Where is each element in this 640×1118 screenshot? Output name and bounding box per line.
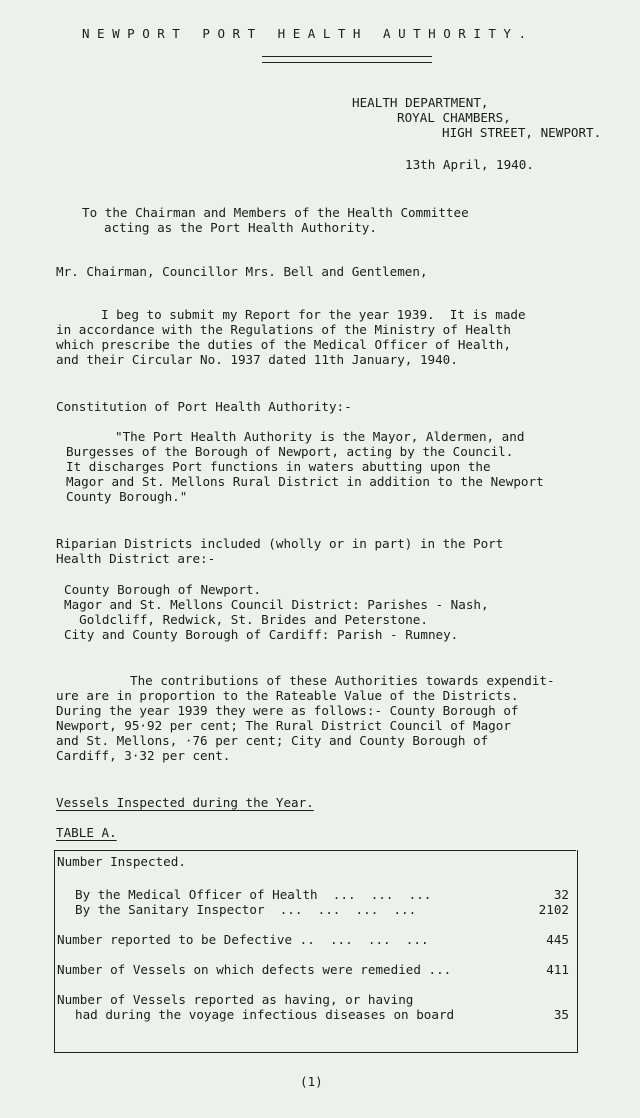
contributions-line: Newport, 95·92 per cent; The Rural District Council of Magor (56, 718, 511, 733)
contributions-line: During the year 1939 they were as follows:- County Borough of (56, 703, 519, 718)
address-line-1: HEALTH DEPARTMENT, (352, 95, 489, 110)
title-rule-2 (262, 62, 432, 63)
table-cell-value: 411 (546, 962, 569, 977)
quote-line: "The Port Health Authority is the Mayor, Aldermen, and (115, 429, 525, 444)
table-row (55, 902, 577, 917)
contributions-line: Cardiff, 3·32 per cent. (56, 748, 231, 763)
contributions-line: ure are in proportion to the Rateable Value of the Districts. (56, 688, 519, 703)
intro-line: and their Circular No. 1937 dated 11th January, 1940. (56, 352, 458, 367)
intro-line: in accordance with the Regulations of the Ministry of Health (56, 322, 511, 337)
table-row (55, 887, 577, 902)
table-row (55, 992, 577, 1007)
addressee-line-1: To the Chairman and Members of the Health Committee (82, 205, 469, 220)
letter-date: 13th April, 1940. (405, 157, 534, 172)
quote-line: It discharges Port functions in waters abutting upon the (66, 459, 491, 474)
table-cell-label: By the Medical Officer of Health ... ... ... (75, 887, 432, 902)
document-title: N E W P O R T P O R T H E A L T H A U T H O R I T Y . (82, 26, 527, 41)
salutation: Mr. Chairman, Councillor Mrs. Bell and Gentlemen, (56, 264, 428, 279)
table-cell-label: Number of Vessels on which defects were remedied ... (57, 962, 452, 977)
riparian-heading-1: Riparian Districts included (wholly or in part) in the Port (56, 536, 504, 551)
contributions-line: The contributions of these Authorities towards expendit- (130, 673, 555, 688)
quote-line: County Borough." (66, 489, 188, 504)
list-item: Goldcliff, Redwick, St. Brides and Peterstone. (64, 612, 428, 627)
title-rule-1 (262, 56, 432, 57)
table-cell-label: Number reported to be Defective .. ... ... ... (57, 932, 429, 947)
table-row (55, 962, 577, 977)
table-cell-value: 2102 (538, 902, 569, 917)
table-cell-label: had during the voyage infectious diseases on board (75, 1007, 455, 1022)
page-number: (1) (300, 1074, 323, 1089)
table-row (55, 1007, 577, 1022)
quote-line: Magor and St. Mellons Rural District in addition to the Newport (66, 474, 544, 489)
table-label: TABLE A. (56, 825, 117, 840)
table-cell-value: 445 (546, 932, 569, 947)
constitution-heading: Constitution of Port Health Authority:- (56, 399, 352, 414)
table-row (55, 932, 577, 947)
address-line-3: HIGH STREET, NEWPORT. (442, 125, 602, 140)
table-cell-value: 32 (553, 887, 569, 902)
address-line-2: ROYAL CHAMBERS, (397, 110, 511, 125)
table-row (55, 854, 577, 869)
addressee-line-2: acting as the Port Health Authority. (104, 220, 377, 235)
list-item: City and County Borough of Cardiff: Parish - Rumney. (64, 627, 459, 642)
vessels-heading: Vessels Inspected during the Year. (56, 795, 314, 810)
list-item: County Borough of Newport. (64, 582, 262, 597)
table-cell-label: Number of Vessels reported as having, or having (57, 992, 414, 1007)
intro-line: I beg to submit my Report for the year 1939. It is made (101, 307, 526, 322)
table-cell-label: Number Inspected. (57, 854, 186, 869)
table-cell-value: 35 (553, 1007, 569, 1022)
riparian-heading-2: Health District are:- (56, 551, 216, 566)
table-cell-label: By the Sanitary Inspector ... ... ... ... (75, 902, 417, 917)
list-item: Magor and St. Mellons Council District: Parishes - Nash, (64, 597, 489, 612)
intro-line: which prescribe the duties of the Medical Officer of Health, (56, 337, 511, 352)
contributions-line: and St. Mellons, ·76 per cent; City and County Borough of (56, 733, 489, 748)
vessels-table (54, 850, 578, 1053)
quote-line: Burgesses of the Borough of Newport, acting by the Council. (66, 444, 514, 459)
